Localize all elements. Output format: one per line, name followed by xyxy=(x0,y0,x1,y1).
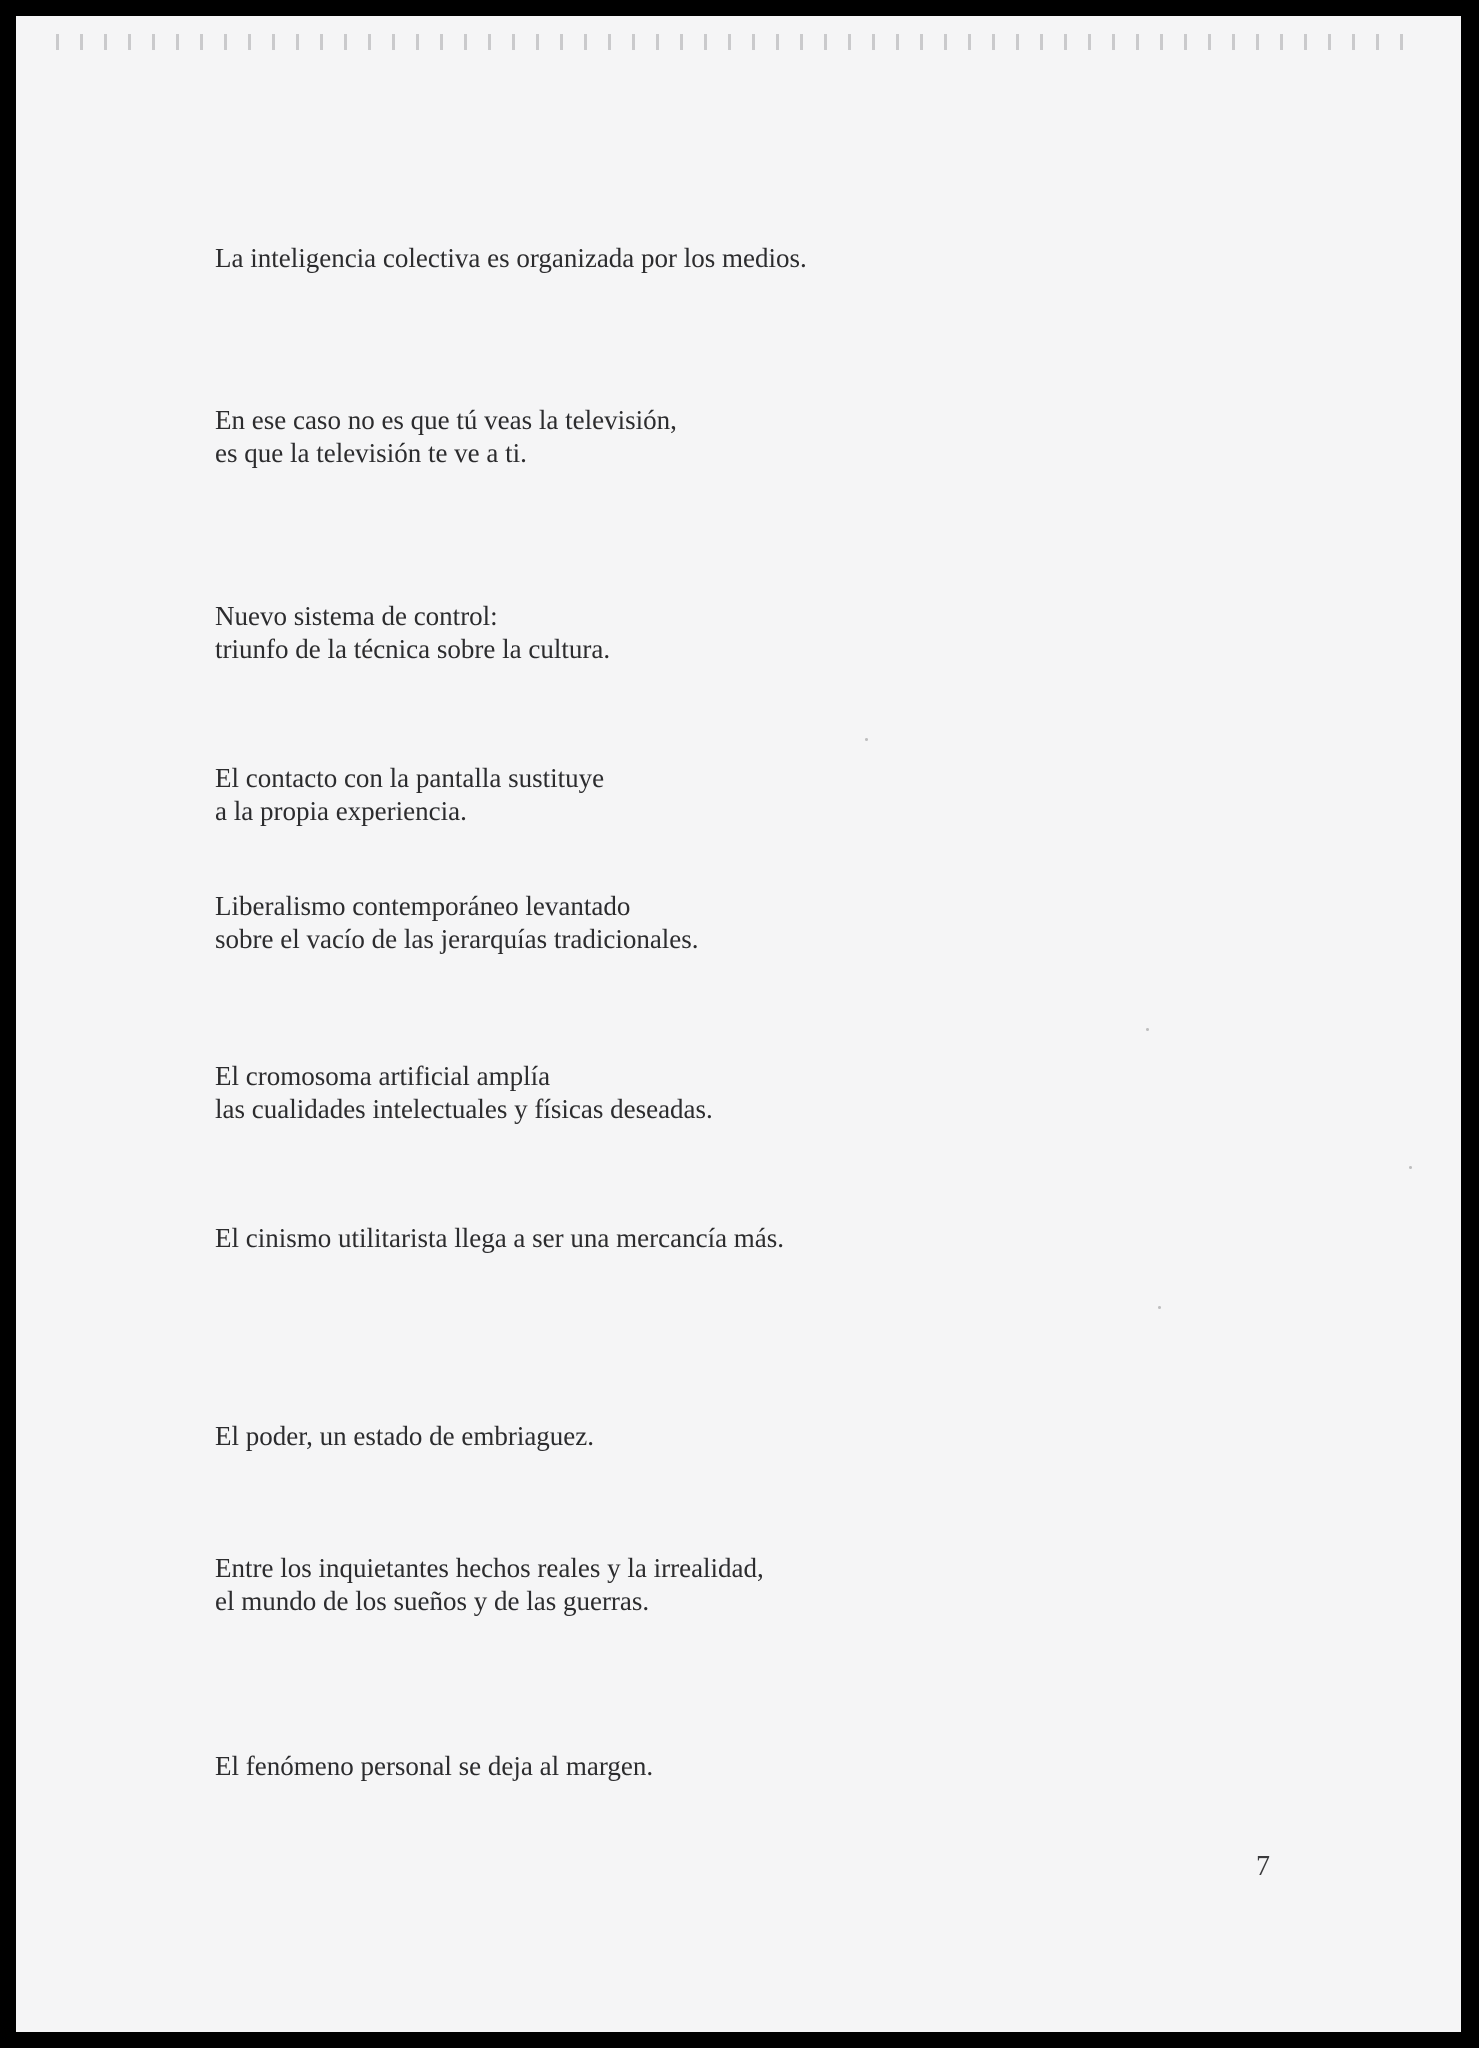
paragraph-line: el mundo de los sueños y de las guerras. xyxy=(215,1586,650,1616)
paragraph-3 xyxy=(215,600,610,666)
document-page xyxy=(16,16,1461,2032)
paragraph-line: las cualidades intelectuales y físicas deseadas. xyxy=(215,1094,713,1124)
paragraph-line: a la propia experiencia. xyxy=(215,796,467,826)
paragraph-line: es que la televisión te ve a ti. xyxy=(215,438,527,468)
paragraph-line: Liberalismo contemporáneo levantado xyxy=(215,891,631,921)
paragraph-line: El cinismo utilitarista llega a ser una mercancía más. xyxy=(215,1223,785,1253)
page-number: 7 xyxy=(1256,1851,1270,1882)
paper-speck xyxy=(1409,1166,1412,1169)
paragraph-10 xyxy=(215,1750,653,1783)
paragraph-line: En ese caso no es que tú veas la televisión, xyxy=(215,405,677,435)
paragraph-1 xyxy=(215,242,807,275)
perforation-edge xyxy=(56,34,1421,50)
paragraph-line: La inteligencia colectiva es organizada por los medios. xyxy=(215,243,807,273)
paragraph-8 xyxy=(215,1420,594,1453)
paragraph-line: El cromosoma artificial amplía xyxy=(215,1061,551,1091)
paragraph-line: sobre el vacío de las jerarquías tradicionales. xyxy=(215,924,699,954)
paper-speck xyxy=(865,738,868,741)
paragraph-4 xyxy=(215,762,604,828)
paragraph-line: El fenómeno personal se deja al margen. xyxy=(215,1751,654,1781)
paragraph-6 xyxy=(215,1060,713,1126)
paragraph-line: El contacto con la pantalla sustituye xyxy=(215,763,605,793)
paragraph-line: Entre los inquietantes hechos reales y la irrealidad, xyxy=(215,1553,764,1583)
paragraph-line: El poder, un estado de embriaguez. xyxy=(215,1421,595,1451)
paragraph-7 xyxy=(215,1222,784,1255)
paragraph-line: triunfo de la técnica sobre la cultura. xyxy=(215,634,611,664)
paragraph-9 xyxy=(215,1552,764,1618)
paragraph-2 xyxy=(215,404,677,470)
paper-speck xyxy=(1158,1306,1161,1309)
paper-speck xyxy=(1146,1028,1149,1031)
paragraph-5 xyxy=(215,890,699,956)
paragraph-line: Nuevo sistema de control: xyxy=(215,601,498,631)
